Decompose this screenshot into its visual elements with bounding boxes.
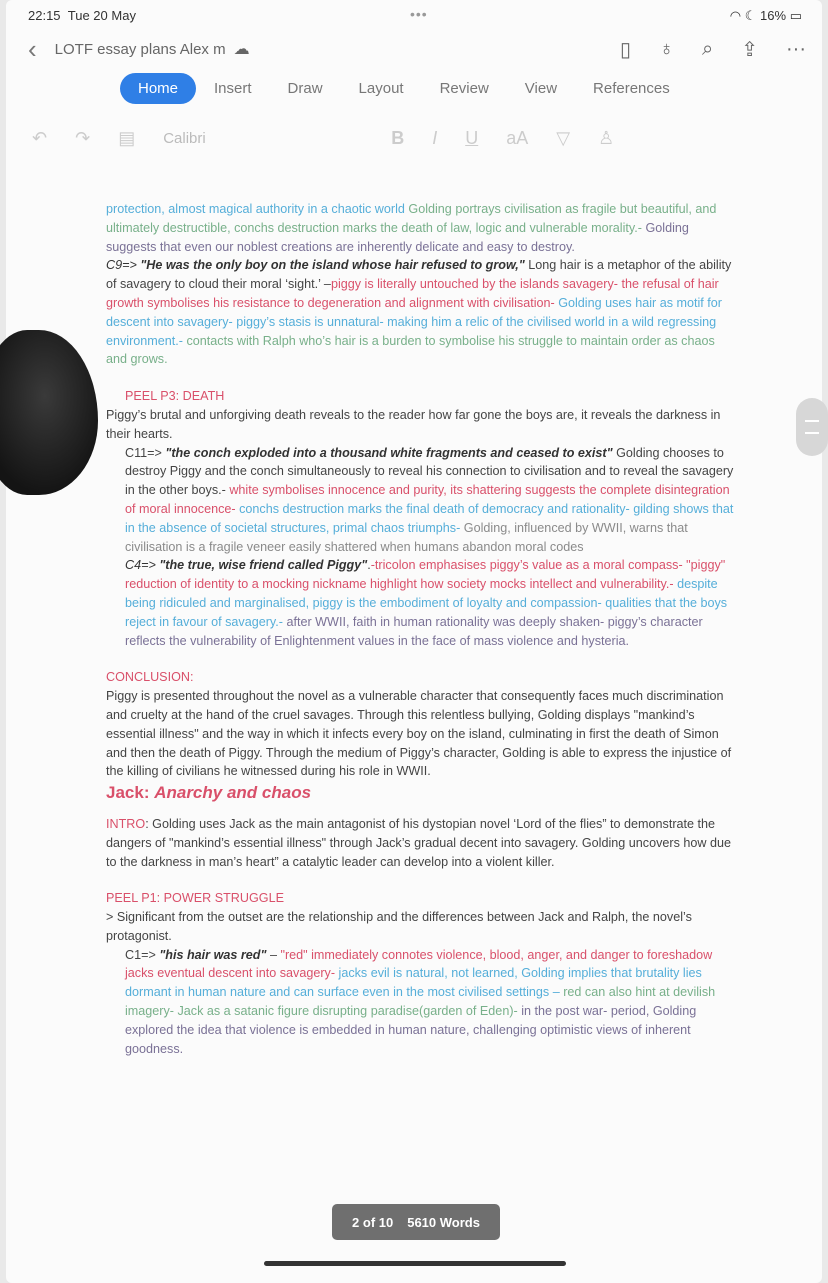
clipboard-icon[interactable]: ▤ (118, 128, 136, 148)
text-run: contacts with Ralph who’s hair is a burden to symbolise his struggle to maintain order as chaos and grows. (106, 333, 715, 367)
text-run: conchs destruction marks the final death of democracy and rationality- gilding shows that in the absence of societal structures, primal chaos triumphs- (125, 501, 734, 535)
mobile-view-icon[interactable]: ▯ (620, 38, 632, 61)
spacer (106, 650, 734, 668)
text-run: "He was the only boy on the island whose hair refused to grow," (140, 258, 525, 273)
home-indicator[interactable] (264, 1261, 566, 1266)
tab-home[interactable]: Home (120, 73, 196, 104)
paragraph (106, 387, 734, 406)
date: Tue 20 May (67, 8, 136, 23)
text-run: Golding, influenced by WWII, warns that civilisation is a fragile veneer easily shattered when humans abandon moral codes (125, 520, 688, 554)
tab-view[interactable]: View (524, 80, 558, 97)
paragraph (106, 815, 734, 871)
title-bar (28, 34, 806, 64)
paragraph (106, 946, 734, 1059)
word-count: 5610 Words (407, 1214, 480, 1230)
text-run: Golding suggests that even our noblest creations are inherently delicate and easy to destroy. (106, 220, 689, 254)
paragraph (106, 256, 734, 369)
more-icon[interactable]: ··· (786, 37, 806, 60)
text-run: C9=> (106, 258, 141, 273)
moon-icon: ☾ (744, 8, 757, 23)
tab-review[interactable]: Review (439, 80, 489, 97)
wifi-icon: ◠ (729, 8, 742, 23)
spacer (106, 871, 734, 889)
highlight-icon[interactable]: ▽ (556, 128, 571, 148)
tab-draw[interactable]: Draw (287, 80, 323, 97)
text-run: Golding chooses to destroy Piggy and the conch simultaneously to reveal his connection to civilisation and to reveal the savagery in the other boys.- (125, 445, 734, 498)
text-run: . (367, 558, 371, 573)
grip-icon (805, 420, 819, 434)
text-run: Jack: (106, 783, 155, 803)
document-title[interactable]: LOTF essay plans Alex m (54, 40, 226, 58)
underline-button[interactable]: U (465, 128, 479, 148)
text-run: Piggy’s brutal and unforgiving death reveals to the reader how far gone the boys are, it reveals the darkness in their hearts. (106, 407, 721, 441)
text-run: despite being ridiculed and marginalised, piggy is the embodiment of loyalty and compassion- qualities that the boys reject in favour of savagery.- (125, 577, 728, 629)
paragraph (106, 200, 734, 256)
search-icon[interactable]: ⌕ (702, 37, 714, 60)
text-run: red can also hint at devilish imagery- Jack as a satanic figure disrupting paradise(garden of Eden)- (125, 985, 716, 1019)
lightbulb-icon[interactable]: ♁ (659, 37, 675, 60)
word-count-indicator[interactable] (332, 1204, 500, 1240)
text-run: INTRO (106, 816, 146, 831)
cloud-sync-icon: ☁ (233, 41, 250, 58)
text-run: protection, almost magical authority in a chaotic world (106, 202, 409, 216)
text-run: – (266, 947, 281, 962)
share-icon[interactable]: ⇪ (741, 38, 759, 61)
text-run: in the post war- period, Golding explored the idea that violence is embedded in human nature, challenging optimistic views of inherent goodness. (125, 1004, 697, 1056)
undo-icon[interactable]: ↶ (32, 128, 48, 148)
text-run: Piggy is presented throughout the novel as a vulnerable character that consequently faces much discrimination and cruelty at the hand of the cruel savages. Through this relentless bullying, Golding displays "mankind’s essential illness" and the way in which it infects every boy on the island, culminating in first the death of Simon and then the death of Piggy. Through the medium of Piggy’s character, Golding is able to express the injustice of the killing of civilians he witnessed during his role in WWII. (106, 689, 732, 779)
spacer (106, 369, 734, 387)
section-heading (106, 784, 734, 803)
text-run: "his hair was red" (159, 947, 267, 962)
paragraph (106, 406, 734, 444)
tab-references[interactable]: References (593, 80, 670, 97)
paint-icon[interactable]: ♙ (598, 128, 615, 148)
battery-level: 16% (760, 8, 787, 23)
document-body[interactable] (106, 200, 734, 1058)
paragraph (106, 908, 734, 946)
paragraph (106, 687, 734, 781)
text-run: C1=> (125, 947, 160, 962)
page-indicator: 2 of 10 (352, 1214, 394, 1230)
text-run: > Significant from the outset are the relationship and the differences between Jack and Ralph, the novel’s protagonist. (106, 910, 692, 943)
text-run: PEEL P3: DEATH (125, 389, 225, 404)
text-run: jacks evil is natural, not learned, Golding implies that brutality lies dormant in human nature and can surface even in the most civilised settings – (125, 966, 702, 1000)
screen (6, 0, 822, 1283)
paragraph (106, 889, 734, 908)
scrollbar-handle[interactable] (796, 398, 828, 456)
text-run: "the conch exploded into a thousand white fragments and ceased to exist" (165, 445, 613, 460)
bold-button[interactable]: B (391, 128, 405, 148)
text-run: -tricolon emphasises piggy’s value as a moral compass- "piggy" reduction of identity to a mocking nickname highlight how society mocks intellect and vulnerability.- (125, 558, 726, 592)
text-run: Anarchy and chaos (154, 783, 312, 803)
italic-button[interactable]: I (432, 128, 438, 148)
redo-icon[interactable]: ↷ (75, 128, 91, 148)
battery-icon: ▭ (789, 8, 802, 23)
text-run: C4=> (125, 558, 160, 573)
text-run: CONCLUSION: (106, 670, 194, 685)
paragraph (106, 556, 734, 650)
text-run: after WWII, faith in human rationality was deeply shaken- piggy’s character reflects the vulnerability of Enlightenment values in the face of mass violence and hysteria. (125, 614, 703, 648)
font-size-button[interactable]: aA (506, 128, 529, 148)
text-run: "red" immediately connotes violence, blood, anger, and danger to foreshadow jacks eventual descent into savagery- (125, 947, 713, 981)
font-selector[interactable]: Calibri (163, 130, 206, 147)
text-run: PEEL P1: POWER STRUGGLE (106, 891, 284, 906)
back-icon[interactable]: ‹ (28, 33, 37, 64)
tab-layout[interactable]: Layout (358, 80, 404, 97)
text-run: Golding portrays civilisation as fragile but beautiful, and ultimately destructible, conchs destruction marks the death of law, logic and vulnerable morality.- (106, 202, 717, 235)
text-run: "the true, wise friend called Piggy" (159, 558, 368, 573)
text-run: piggy is literally untouched by the islands savagery- the refusal of hair growth symbolises his resistance to degeneration and alignment with civilisation- (106, 277, 719, 310)
paragraph (106, 668, 734, 687)
ribbon-tabs (120, 73, 688, 104)
multitask-dots[interactable]: ••• (410, 6, 428, 22)
text-run: Long hair is a metaphor of the ability of savagery to cloud their moral ‘sight.’ – (106, 258, 732, 292)
paragraph (106, 444, 734, 557)
text-run: white symbolises innocence and purity, its shattering suggests the complete disintegration of moral innocence- (125, 483, 730, 516)
clock: 22:15 (28, 8, 61, 23)
tab-insert[interactable]: Insert (214, 80, 252, 97)
text-run: C11=> (125, 445, 166, 460)
text-run: : Golding uses Jack as the main antagonist of his dystopian novel ‘Lord of the flies” to demonstrate the dangers of "mankind’s essential illness" through Jack’s gradual decent into savagery. Golding uncovers how due to the darkness in man’s heart” a catalytic leader can develop into a violent killer. (106, 816, 732, 869)
text-run: Golding uses hair as motif for descent into savagery- piggy’s stasis is unnatural- making him a relic of the civilised world in a wild regressing environment.- (106, 295, 722, 348)
formatting-toolbar (32, 128, 782, 149)
